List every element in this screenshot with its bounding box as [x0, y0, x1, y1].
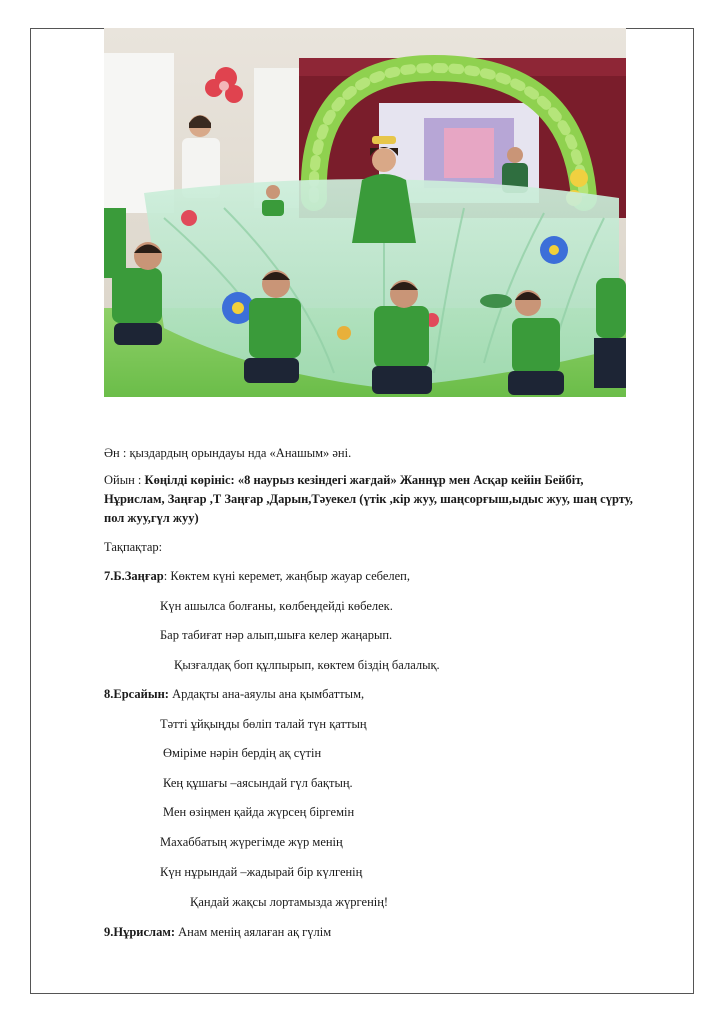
- poem-8-line-3: Өміріме нәрін бердің ақ сүтін: [163, 746, 322, 760]
- poem-7-first-line: [104, 568, 410, 584]
- song-text: қыздардың орындауы нда «Анашым» әні.: [129, 446, 352, 460]
- poem-8-line-8: Қандай жақсы лортамызда жүргенің!: [190, 895, 389, 909]
- poem-8-line-4: Кең құшағы –аясындай гүл бақтың.: [163, 776, 353, 790]
- poem-8-speaker: 8.Ерсайын:: [104, 687, 169, 701]
- song-line: [104, 445, 351, 461]
- poem-8-first-line: [104, 686, 364, 702]
- poem-7-separator: :: [163, 569, 168, 583]
- poem-9-speaker: 9.Нұрислам:: [104, 925, 175, 939]
- poem-8-line-6: Махаббатың жүрегімде жүр менің: [160, 835, 343, 849]
- poem-7-line-2: Күн ашылса болғаны, көлбеңдейді көбелек.: [160, 599, 393, 613]
- section-title: Тақпақтар:: [104, 540, 163, 554]
- poem-8-line-7: Күн нұрындай –жадырай бір күлгенің: [160, 865, 363, 879]
- game-description: Көңілді көрініс: «8 наурыз кезіндегі жағдай» Жаннұр мен Асқар кейін Бейбіт, Нұрислам, Заңғар ,Т Заңғар ,Дарын,Тәуекел (үтік ,кір жуу, шаңсорғыш,ыдыс жуу, шаң сүрту, пол жуу,гүл жуу): [104, 473, 633, 525]
- poem-8-line-1: Ардақты ана-аяулы ана қымбаттым,: [172, 687, 365, 701]
- poem-7-line-4: Қызғалдақ боп құлпырып, көктем біздің балалық.: [174, 658, 440, 672]
- poem-8-line-5: Мен өзіңмен қайда жүрсең біргемін: [163, 805, 355, 819]
- poem-7-line-3: Бар табиғат нәр алып,шығa келер жаңарып.: [160, 628, 393, 642]
- song-label: Ән :: [104, 446, 127, 460]
- poem-7-speaker: 7.Б.Заңғар: [104, 569, 164, 583]
- poem-8-line-2: Тәтті ұйқыңды бөліп талай түн қаттың: [160, 717, 367, 731]
- game-paragraph: [104, 471, 644, 528]
- poem-9-line-1: Анам менің аялаған ақ гүлім: [178, 925, 332, 939]
- poem-7-line-1: Көктем күні керемет, жаңбыр жауар себелеп,: [170, 569, 410, 583]
- game-label: Ойын :: [104, 473, 142, 487]
- poem-9-first-line: [104, 924, 331, 940]
- performance-photo: [104, 28, 626, 397]
